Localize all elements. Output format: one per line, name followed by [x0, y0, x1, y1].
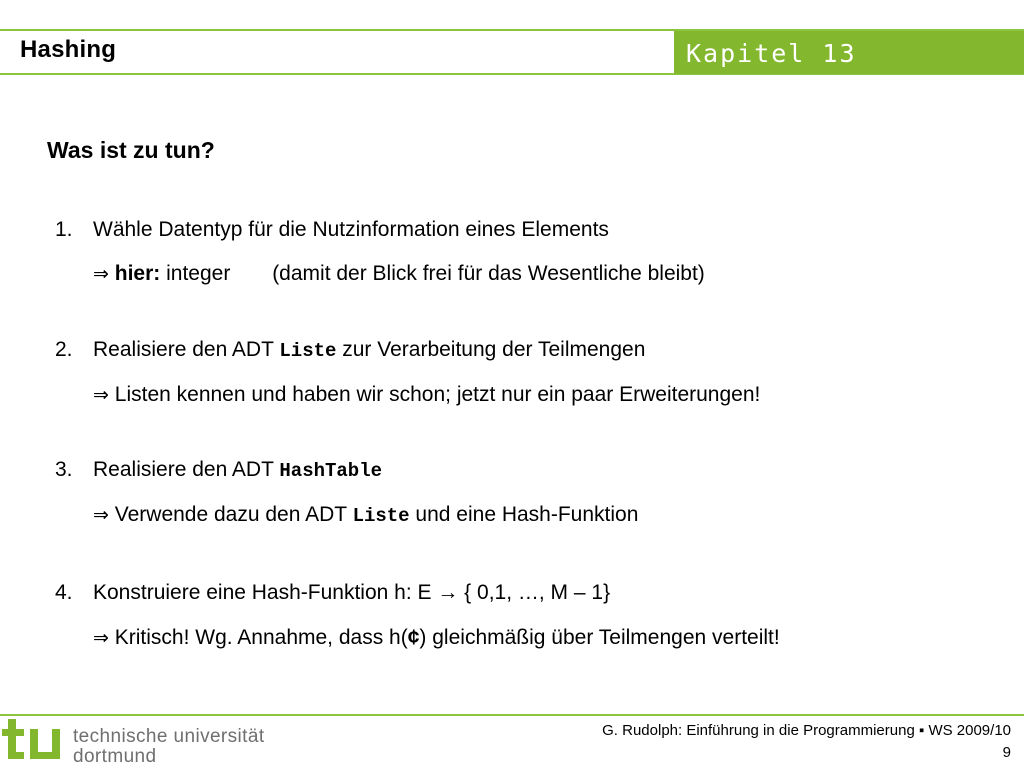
item-1-detail-note: (damit der Blick frei für das Wesentliche bleibt)	[272, 262, 705, 285]
footer-credit: G. Rudolph: Einführung in die Programmierung ▪ WS 2009/10	[602, 722, 1011, 739]
item-4-detail-symbol: ¢	[407, 626, 420, 649]
tu-logo-mark	[2, 719, 66, 765]
item-2-text-before: Realisiere den ADT	[93, 338, 274, 361]
item-2-detail-text: Listen kennen und haben wir schon; jetzt nur ein paar Erweiterungen!	[114, 383, 761, 406]
item-2-text	[93, 339, 645, 361]
item-2-text-after: zur Verarbeitung der Teilmengen	[342, 338, 646, 361]
implies-arrow: ⇒	[93, 504, 109, 526]
item-2-detail	[93, 384, 760, 405]
logo-text-line2: dortmund	[73, 746, 157, 767]
item-4-detail-after: ) gleichmäßig über Teilmengen verteilt!	[419, 626, 780, 649]
item-1-detail-label: hier:	[114, 262, 161, 285]
logo-text-line1: technische universität	[73, 726, 265, 747]
item-2-number: 2.	[55, 338, 73, 361]
item-3-detail-before: Verwende dazu den ADT	[114, 503, 347, 526]
item-1-detail-value: integer	[166, 262, 231, 285]
item-4-text: Konstruiere eine Hash-Funktion h: E → { 0,1, …, M – 1}	[93, 581, 611, 604]
item-3-number: 3.	[55, 458, 73, 481]
item-4-number: 4.	[55, 581, 73, 604]
item-3-code: HashTable	[279, 460, 383, 482]
item-4-detail	[93, 627, 780, 648]
item-2-code: Liste	[279, 340, 337, 362]
implies-arrow: ⇒	[93, 263, 109, 285]
implies-arrow: ⇒	[93, 627, 109, 649]
item-3-detail	[93, 504, 638, 526]
item-1-detail	[93, 263, 705, 284]
item-3-text	[93, 459, 382, 481]
implies-arrow: ⇒	[93, 384, 109, 406]
slide-heading: Was ist zu tun?	[47, 137, 215, 163]
tu-dortmund-logo	[0, 716, 300, 768]
item-4-detail-before: Kritisch! Wg. Annahme, dass h(	[114, 626, 408, 649]
item-1-number: 1.	[55, 218, 73, 241]
page-number: 9	[1002, 744, 1011, 761]
item-1-text: Wähle Datentyp für die Nutzinformation eines Elements	[93, 218, 609, 241]
chapter-badge	[674, 31, 1024, 74]
item-3-detail-after: und eine Hash-Funktion	[415, 503, 639, 526]
chapter-label: Kapitel 13	[686, 39, 857, 68]
slide-section-title: Hashing	[20, 36, 117, 63]
item-3-detail-code: Liste	[352, 505, 410, 527]
item-3-text-before: Realisiere den ADT	[93, 458, 274, 481]
